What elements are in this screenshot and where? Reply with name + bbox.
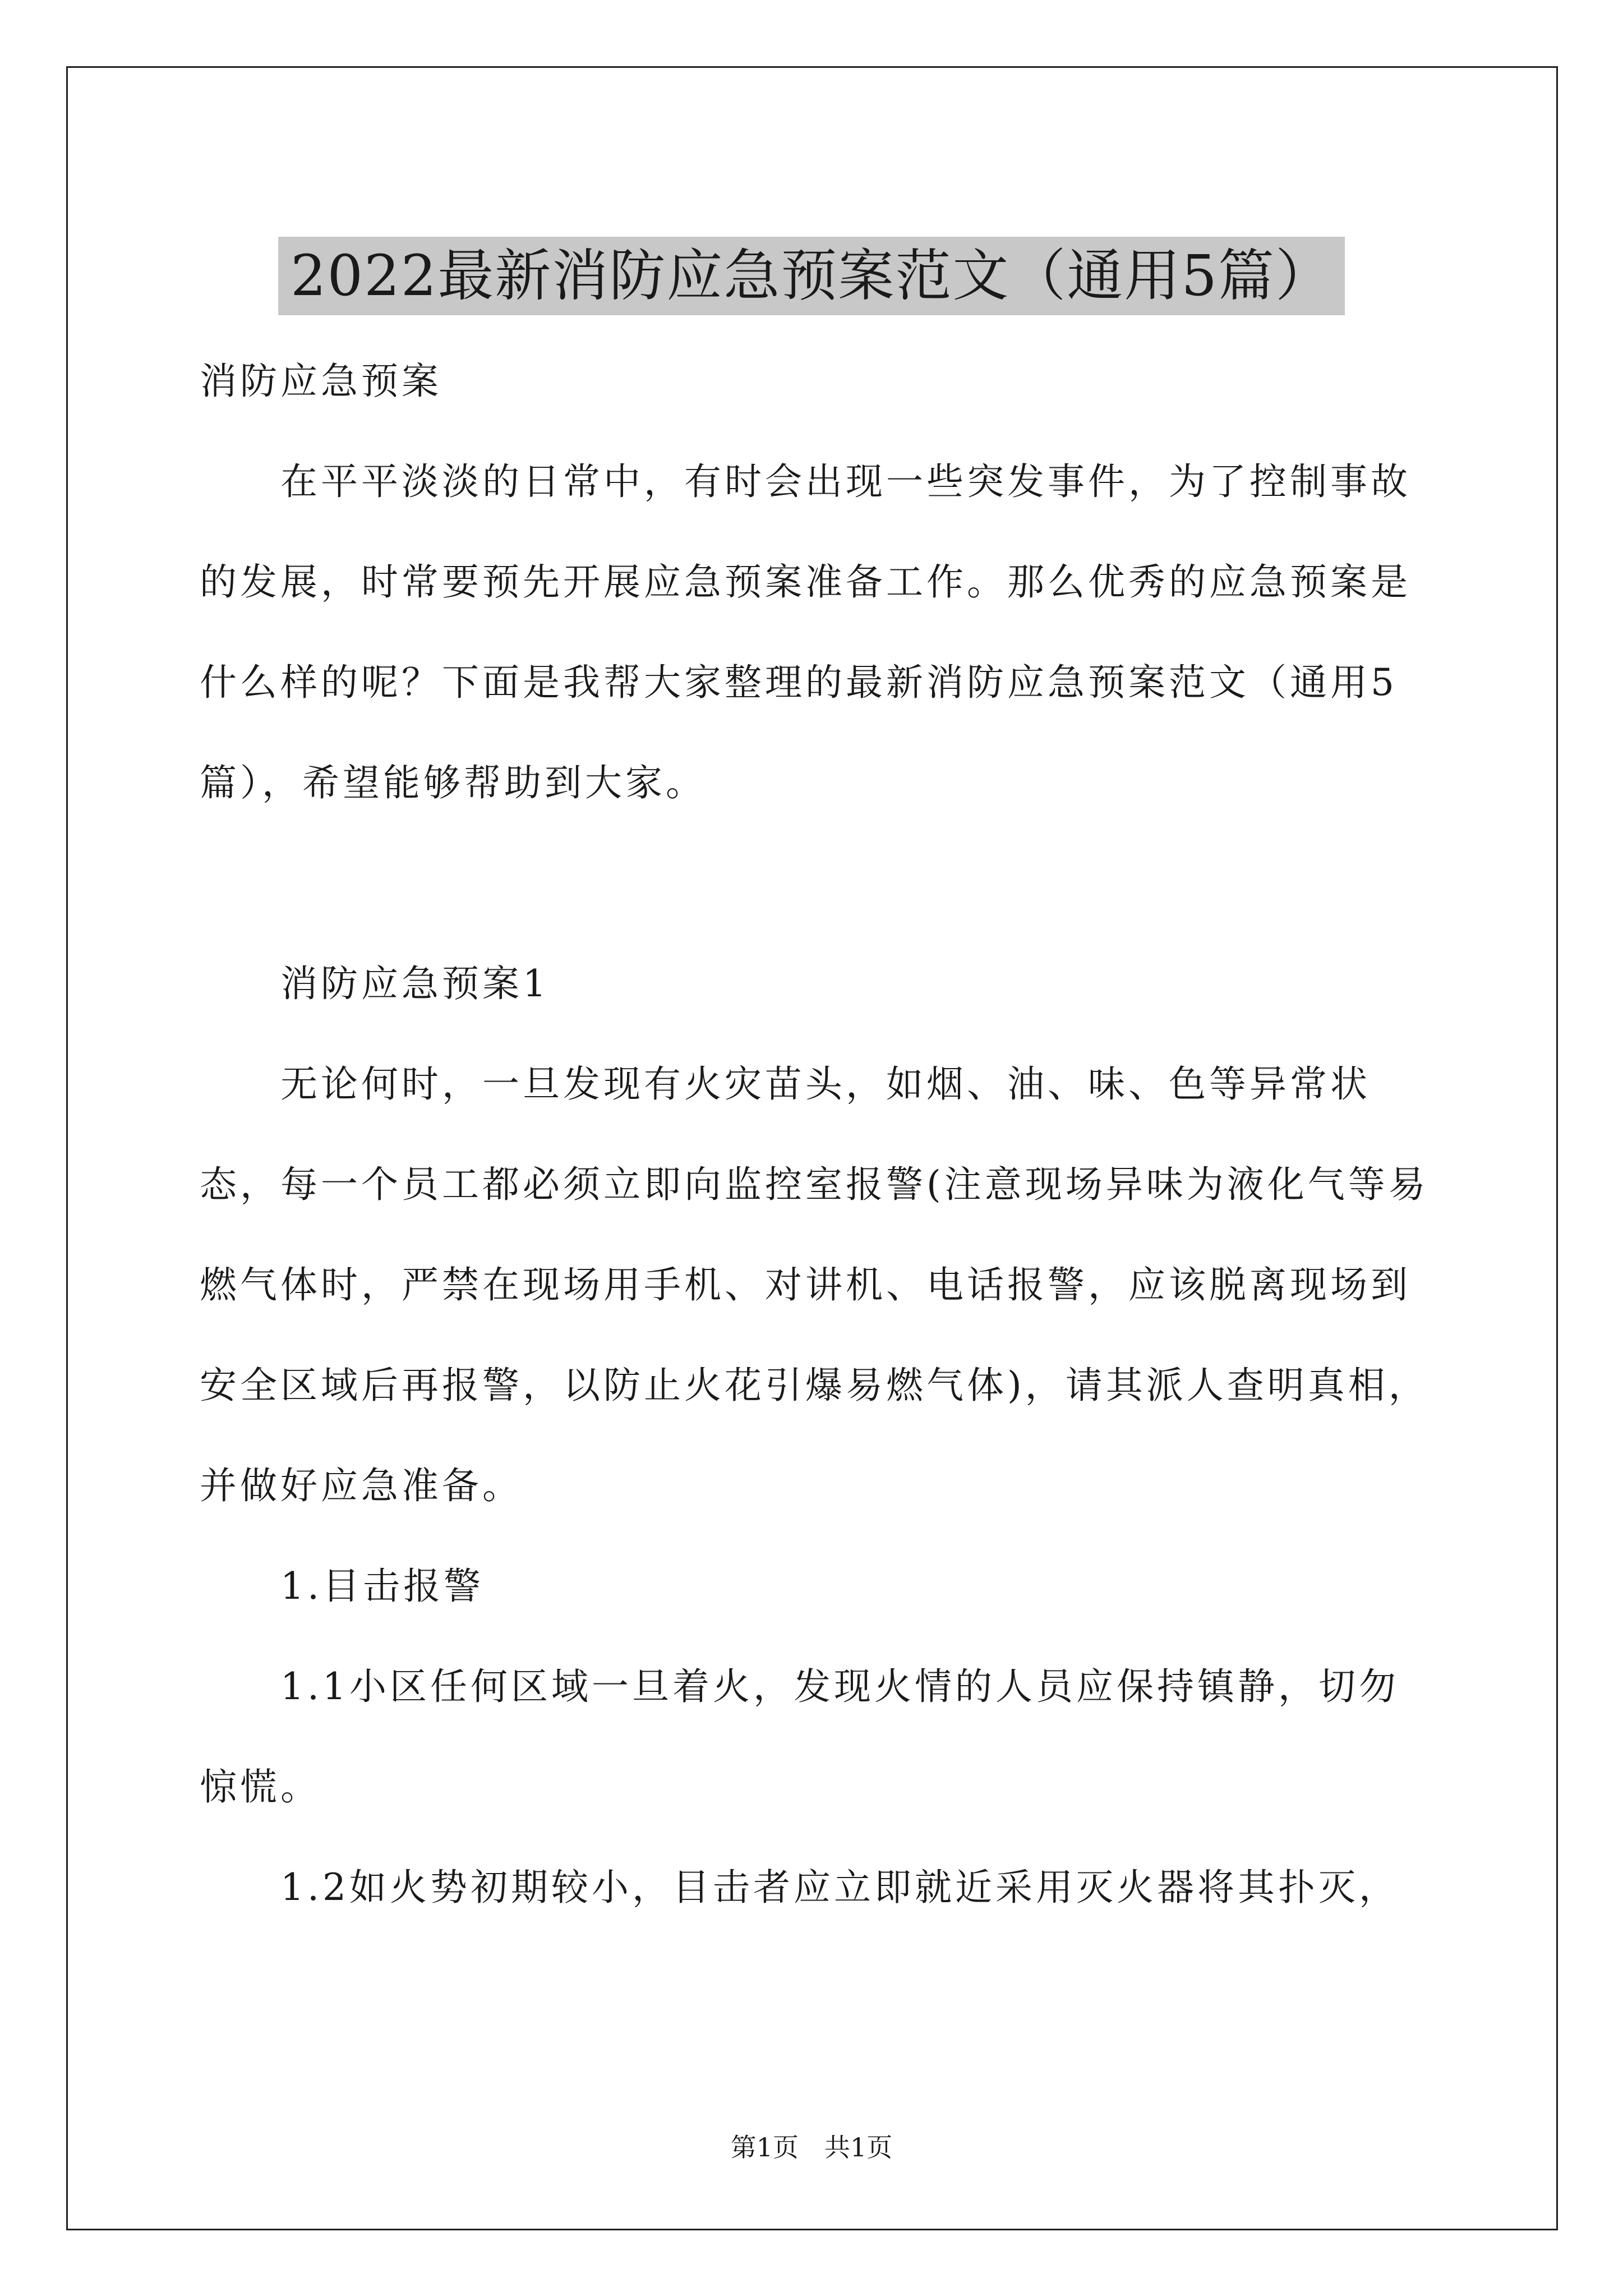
item-1-1-paragraph: 1.1小区任何区域一旦着火，发现火情的人员应保持镇静，切勿惊慌。 — [200, 1665, 1399, 1809]
plan1-heading: 消防应急预案1 — [280, 962, 550, 1005]
blank-line — [200, 833, 1433, 933]
document-body — [200, 331, 1433, 1938]
document-title: 2022最新消防应急预案范文（通用5篇） — [278, 237, 1345, 315]
title-container — [0, 199, 1623, 353]
item-1-2-paragraph: 1.2如火势初期较小，目击者应立即就近采用灭火器将其扑灭， — [280, 1866, 1399, 1909]
plan1-body-paragraph: 无论何时，一旦发现有火灾苗头，如烟、油、味、色等异常状态，每一个员工都必须立即向监控室报警(注意现场异味为液化气等易燃气体时，严禁在现场用手机、对讲机、电话报警，应该脱离现场到安全区域后再报警，以防止火花引爆易燃气体)，请其派人查明真相，并做好应急准备。 — [200, 1062, 1429, 1507]
item-1-heading: 1.目击报警 — [280, 1565, 484, 1608]
page-footer: 第1页 共1页 — [730, 2132, 893, 2162]
intro-paragraph: 在平平淡淡的日常中，有时会出现一些突发事件，为了控制事故的发展，时常要预先开展应急预案准备工作。那么优秀的应急预案是什么样的呢？下面是我帮大家整理的最新消防应急预案范文（通用5篇），希望能够帮助到大家。 — [200, 460, 1411, 804]
section-label: 消防应急预案 — [200, 360, 442, 403]
